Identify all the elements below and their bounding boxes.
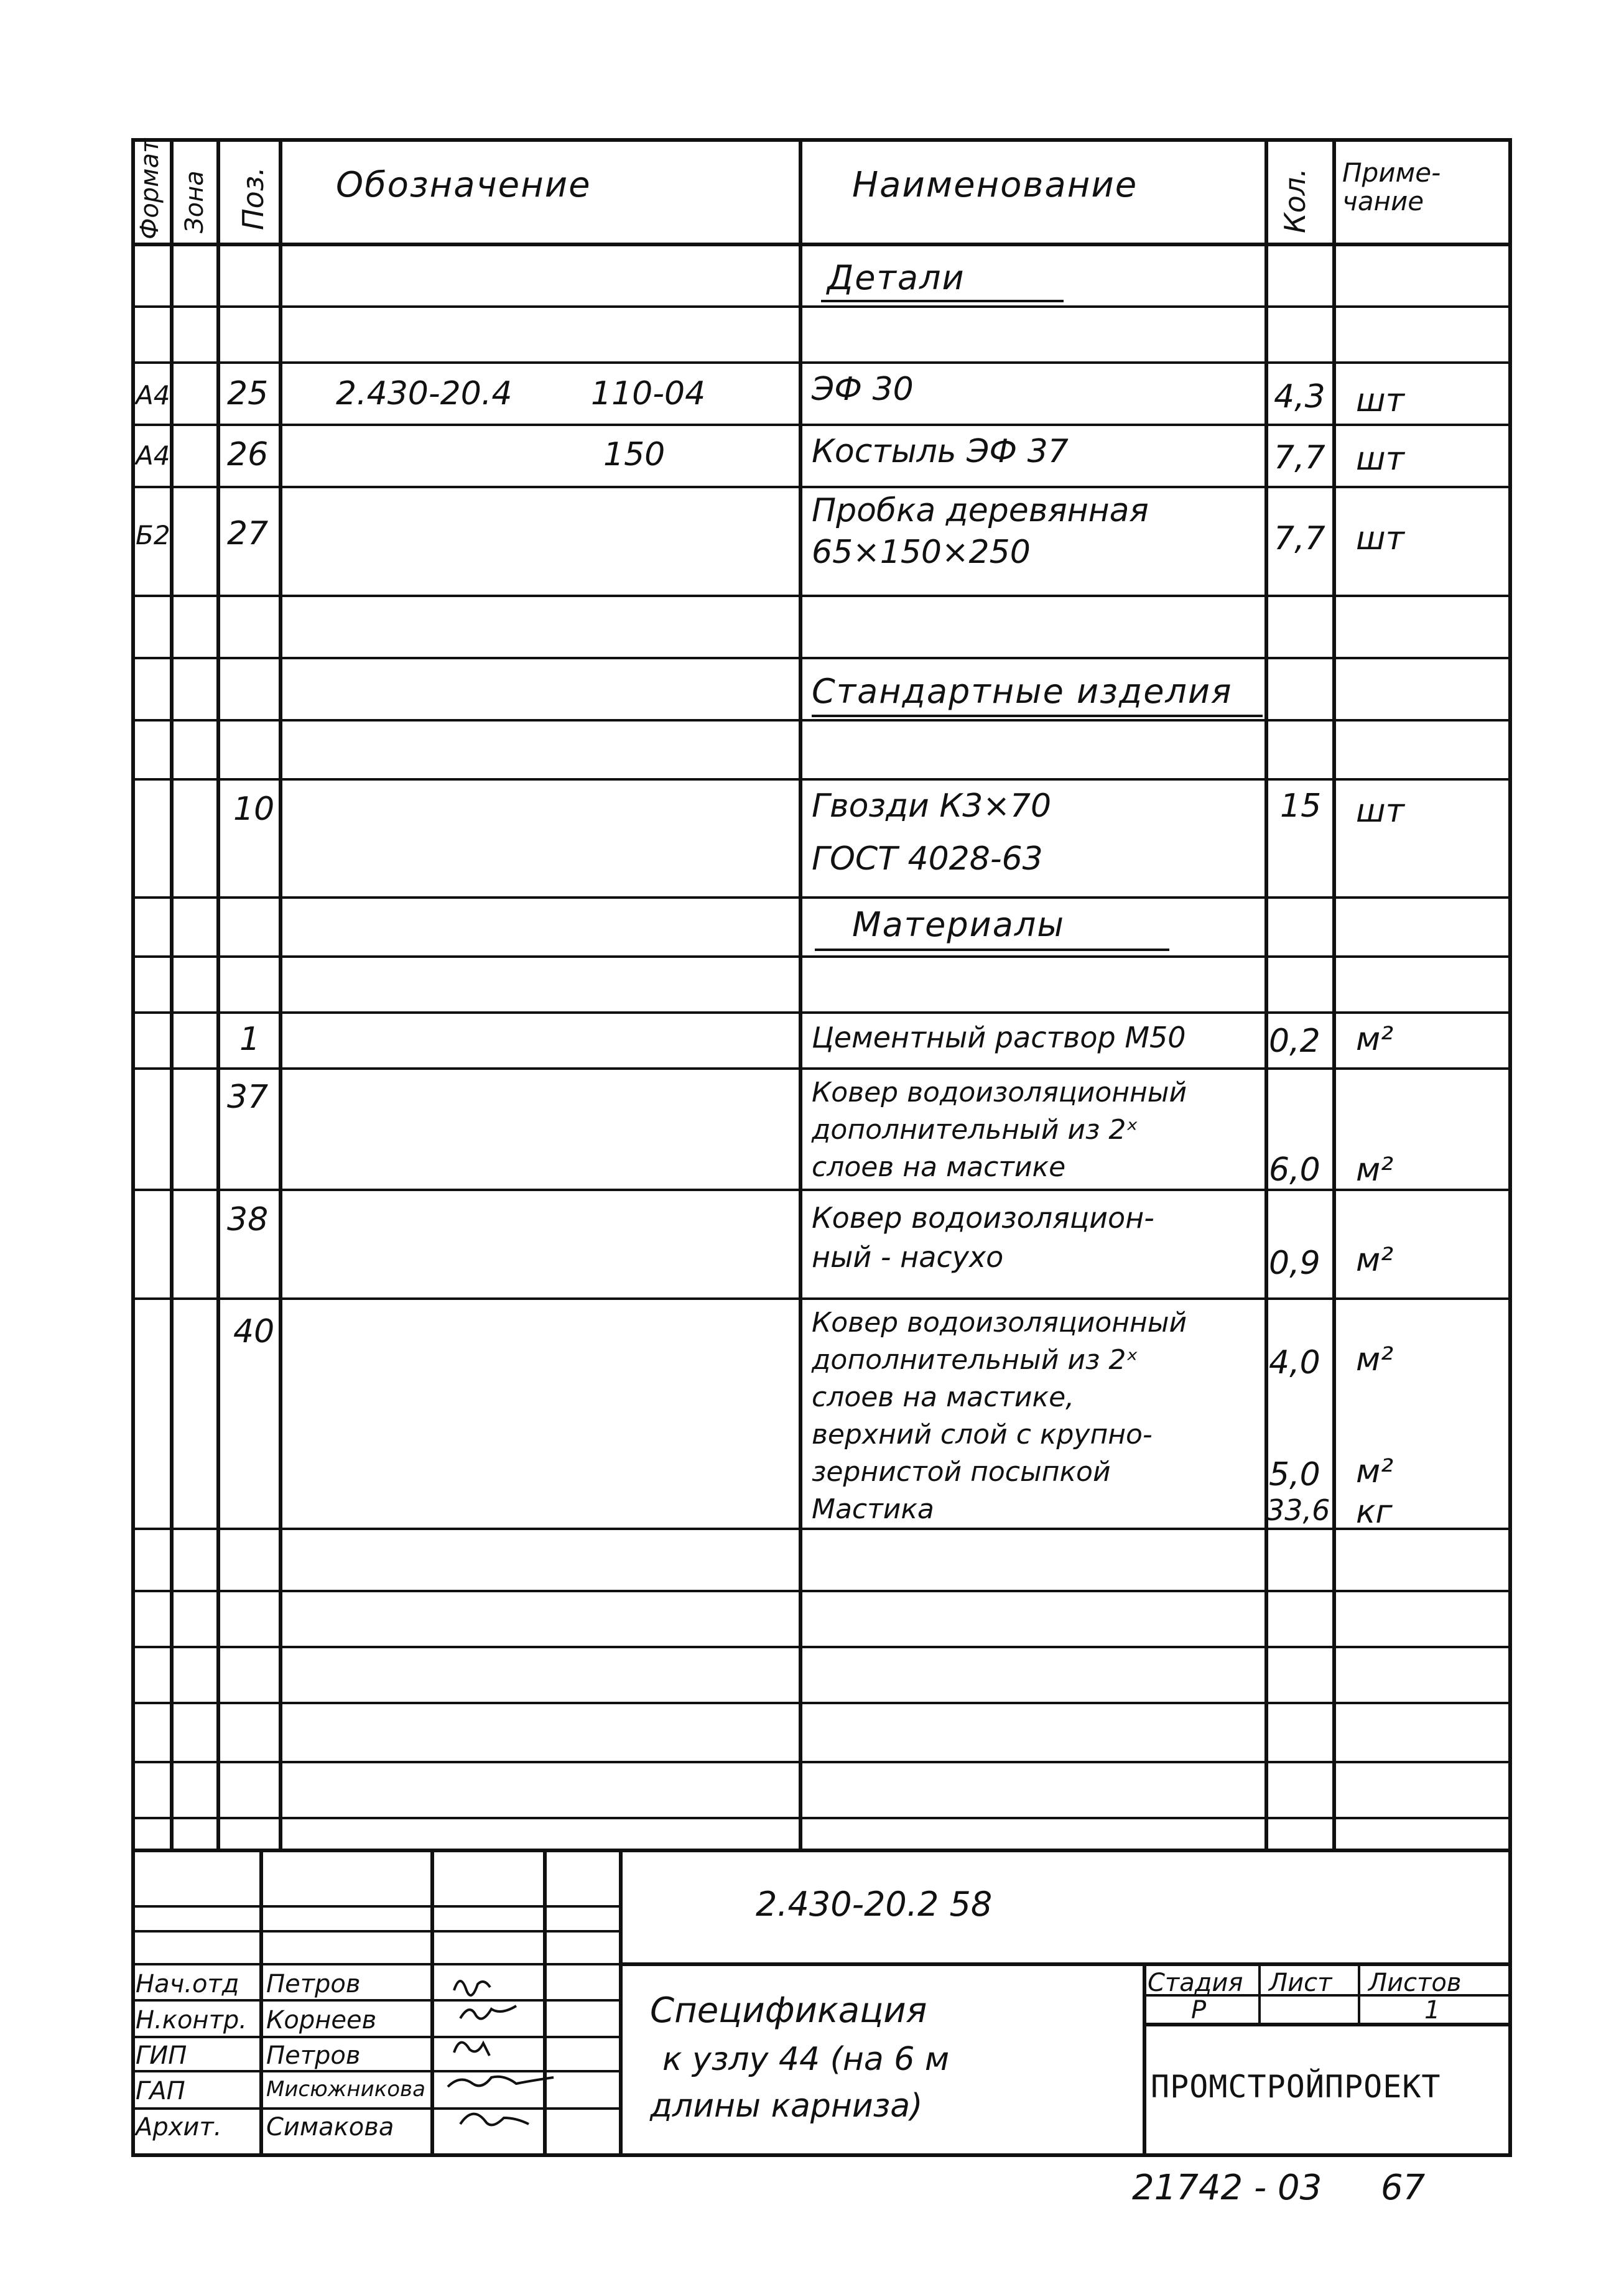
row-38-unit: м² bbox=[1356, 1241, 1394, 1279]
header-name: Наименование bbox=[852, 165, 1138, 205]
row-40-pos: 40 bbox=[233, 1313, 275, 1350]
name-1: Корнеев bbox=[266, 2006, 377, 2035]
stage-value: Р bbox=[1191, 1996, 1207, 2025]
row-37-name3: слоев на мастике bbox=[812, 1151, 1066, 1183]
title-line2: к узлу 44 (на 6 м bbox=[662, 2041, 950, 2078]
page-number: 67 bbox=[1381, 2168, 1426, 2208]
section-details: Детали bbox=[827, 258, 965, 297]
title-line3: длины карниза) bbox=[650, 2087, 923, 2125]
row-26-designation2: 150 bbox=[603, 436, 666, 473]
row-1-unit: м² bbox=[1356, 1021, 1394, 1058]
row-27-unit: шт bbox=[1356, 520, 1404, 557]
row-27-name: Пробка деревянная bbox=[812, 492, 1149, 529]
doc-number: 2.430-20.2 58 bbox=[756, 1885, 993, 1924]
signatures bbox=[435, 1965, 622, 2152]
row-40-name4: верхний слой с крупно- bbox=[812, 1419, 1153, 1450]
row-27-name2: 65×150×250 bbox=[812, 534, 1031, 571]
stage-label: Стадия bbox=[1148, 1969, 1243, 1997]
row-40-name: Ковер водоизоляционный bbox=[812, 1307, 1187, 1339]
row-25-designation: 2.430-20.4 bbox=[336, 375, 513, 412]
sheets-label: Листов bbox=[1368, 1969, 1462, 1997]
row-25-unit: шт bbox=[1356, 382, 1404, 419]
row-38-name2: ный - насухо bbox=[812, 1240, 1004, 1274]
name-0: Петров bbox=[266, 1970, 361, 1998]
header-pos: Поз. bbox=[236, 167, 270, 230]
role-1: Н.контр. bbox=[136, 2006, 247, 2035]
inventory-number: 21742 - 03 bbox=[1132, 2168, 1322, 2208]
role-2: ГИП bbox=[136, 2041, 187, 2070]
row-37-name: Ковер водоизоляционный bbox=[812, 1077, 1187, 1108]
section-standard: Стандартные изделия bbox=[812, 672, 1233, 711]
header-format: Формат bbox=[136, 138, 164, 239]
row-37-pos: 37 bbox=[227, 1079, 269, 1116]
row-1-qty: 0,2 bbox=[1269, 1023, 1320, 1060]
name-4: Симакова bbox=[266, 2113, 394, 2141]
row-1-name: Цементный раствор М50 bbox=[812, 1021, 1186, 1054]
row-40-unit3: кг bbox=[1356, 1493, 1393, 1531]
row-38-pos: 38 bbox=[227, 1201, 269, 1238]
row-38-name: Ковер водоизоляцион- bbox=[812, 1201, 1154, 1235]
row-10-name: Гвозди К3×70 bbox=[812, 787, 1052, 825]
organization: ПРОМСТРОЙПРОЕКТ bbox=[1151, 2069, 1441, 2105]
row-37-qty: 6,0 bbox=[1269, 1151, 1320, 1189]
row-10-name2: ГОСТ 4028-63 bbox=[812, 840, 1043, 878]
row-25-designation2: 110-04 bbox=[591, 375, 706, 412]
name-2: Петров bbox=[266, 2041, 361, 2070]
row-38-qty: 0,9 bbox=[1269, 1245, 1320, 1282]
header-qty: Кол. bbox=[1278, 168, 1312, 233]
sheets-value: 1 bbox=[1424, 1996, 1441, 2025]
row-40-unit: м² bbox=[1356, 1341, 1394, 1378]
row-40-name2: дополнительный из 2ˣ bbox=[812, 1344, 1138, 1376]
role-0: Нач.отд bbox=[136, 1970, 239, 1998]
row-26-unit: шт bbox=[1356, 440, 1404, 478]
row-10-unit: шт bbox=[1356, 792, 1404, 830]
row-1-pos: 1 bbox=[239, 1021, 261, 1058]
row-40-unit2: м² bbox=[1356, 1453, 1394, 1490]
header-zone: Зона bbox=[180, 170, 209, 233]
row-25-qty: 4,3 bbox=[1274, 378, 1325, 415]
row-26-pos: 26 bbox=[227, 436, 269, 473]
title-line1: Спецификация bbox=[650, 1990, 927, 2031]
row-40-name3: слоев на мастике, bbox=[812, 1381, 1075, 1413]
header-note: Приме- чание bbox=[1342, 157, 1441, 217]
row-27-qty: 7,7 bbox=[1274, 520, 1325, 557]
row-40-qty2: 5,0 bbox=[1269, 1456, 1320, 1493]
row-10-pos: 10 bbox=[233, 791, 275, 828]
row-25-format: А4 bbox=[136, 380, 170, 411]
row-27-format: Б2 bbox=[136, 520, 170, 550]
role-4: Архит. bbox=[136, 2113, 222, 2141]
row-25-pos: 25 bbox=[227, 375, 269, 412]
row-37-name2: дополнительный из 2ˣ bbox=[812, 1114, 1138, 1146]
role-3: ГАП bbox=[136, 2077, 185, 2105]
row-26-qty: 7,7 bbox=[1274, 439, 1325, 476]
header-designation: Обозначение bbox=[336, 165, 592, 205]
row-26-name: Костыль ЭФ 37 bbox=[812, 433, 1069, 470]
row-10-qty: 15 bbox=[1280, 787, 1322, 825]
row-27-pos: 27 bbox=[227, 515, 269, 552]
row-40-name5: зернистой посыпкой bbox=[812, 1456, 1111, 1488]
name-3: Мисюжникова bbox=[266, 2077, 425, 2102]
row-40-qty3: 33,6 bbox=[1266, 1493, 1330, 1527]
row-40-name6: Мастика bbox=[812, 1493, 934, 1525]
section-materials: Материалы bbox=[852, 905, 1065, 944]
row-25-name: ЭФ 30 bbox=[812, 371, 914, 408]
row-37-unit: м² bbox=[1356, 1151, 1394, 1189]
sheet-label: Лист bbox=[1269, 1969, 1332, 1997]
row-26-format: А4 bbox=[136, 440, 170, 471]
row-40-qty: 4,0 bbox=[1269, 1344, 1320, 1381]
